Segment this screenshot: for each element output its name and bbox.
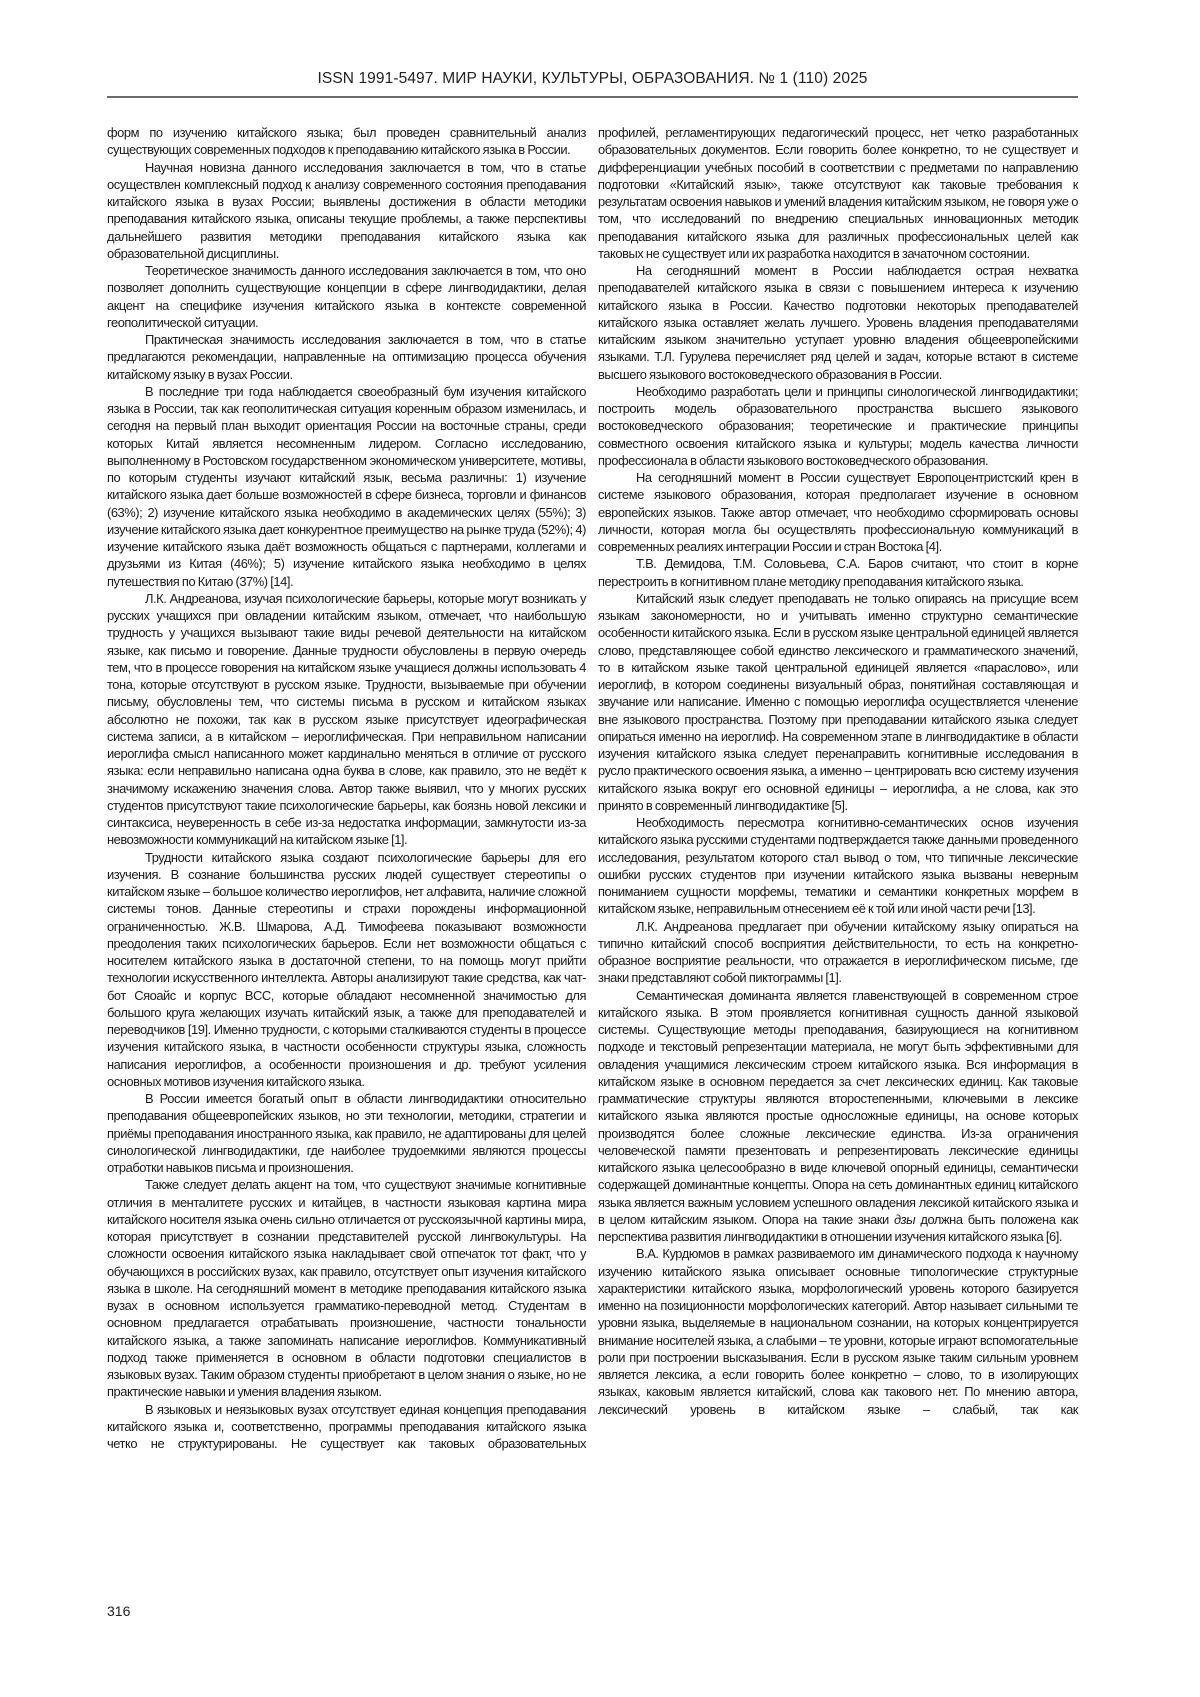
paragraph: В последние три года наблюдается своеобразный бум изучения китайского языка в России, так как геополитическая ситуация коренным образом изменилась, и сегодня на первый план выходит ориентация России на восточные страны, среди которых Китай является несомненным лидером. Согласно исследованию, выполненному в Ростовском государственном экономическом университете, мотивы, по которым студенты изучают китайский язык, весьма различны: 1) изучение китайского языка дает больше возможностей в сфере бизнеса, торговли и финансов (63%); 2) изучение китайского языка необходимо в академических целях (55%); 3) изучение китайского языка дает конкурентное преимущество на рынке труда (52%); 4) изучение китайского языка даёт возможность общаться с партнерами, коллегами и друзьями из Китая (46%); 5) изучение китайского языка необходимо в целях путешествия по Китаю (37%) [14]. (107, 383, 586, 589)
paragraph: Л.К. Андреанова, изучая психологические барьеры, которые могут возникать у русских учащихся при овладении китайским языком, отмечает, что наибольшую трудность у учащихся вызывают такие виды речевой деятельности на китайском языке, как письмо и говорение. Данные трудности обусловлены в первую очередь тем, что в процессе говорения на китайском языке учащиеся должны использовать 4 тона, которые отсутствуют в русском языке. Трудности, вызываемые при обучении письму, обусловлены тем, что системы письма в русском и китайском языках абсолютно не похожи, так как в русском языке присутствует идеографическая система записи, а в китайском – иероглифическая. При неправильном написании иероглифа смысл написанного может кардинально меняться в отличие от русского языка: если неправильно написана одна буква в слове, как правило, это не ведёт к значимому искажению значения слова. Автор также выявил, что у многих русских студентов присутствуют такие психологические барьеры, как боязнь новой лексики и синтаксиса, неуверенность в себе из-за недостатка информации, замкнутости из-за невозможности коммуникаций на китайском языке [1]. (107, 590, 586, 848)
paragraph: Необходимость пересмотра когнитивно-семантических основ изучения китайского языка русскими студентами подтверждается также данными проведенного исследования, результатом которого стал вывод о том, что типичные лексические ошибки русских студентов при изучении китайского языка вызваны неверным пониманием сущности морфемы, тематики и семантики конкретных морфем в китайском языке, неправильным отнесением её к той или иной части речи [13]. (598, 815, 1078, 917)
italic-term: дзы (893, 1211, 916, 1227)
paragraph: форм по изучению китайского языка; был проведен сравнительный анализ существующих современных подходов к преподаванию китайского языка в России. (107, 125, 586, 158)
journal-header: ISSN 1991-5497. МИР НАУКИ, КУЛЬТУРЫ, ОБРАЗОВАНИЯ. № 1 (110) 2025 (317, 70, 868, 87)
page-number: 316 (107, 1603, 131, 1619)
paragraph: В.А. Курдюмов в рамках развиваемого им динамического подхода к научному изучению китайского языка описывает основные типологические структурные характеристики китайского языка, морфологический уровень которого базируется именно на позиционности морфологических категорий. Автор называет сильными те уровни языка, выделяемые в национальном сознании, на которых концентрируется внимание носителей языка, а слабыми – те уровни, которые играют вспомогательные роли при построении высказывания. Если в русском языке таким сильным уровнем является лексика, а если говорить более конкретно – слово, то в изолирующих языках, каковым является китайский, слова как такового нет. По мнению автора, лексический уровень в китайском языке – слабый, так как (598, 1246, 1078, 1417)
paragraph-text: Семантическая доминанта является главенствующей в современном строе китайского языка. В этом проявляется когнитивная сущность данной языковой системы. Существующие методы преподавания, базирующиеся на когнитивном подходе и текстовый репрезентации материала, не могут быть эффективными для овладения учащимися лексическим строем китайского языка. Вся информация в китайском языке в основном передается за счет лексических единиц. Как таковые грамматические структуры являются второстепенными, ключевыми в лексике китайского языка являются простые односложные единицы, на основе которых производятся более сложные лексические единства. Из-за ограничения человеческой памяти презентовать и репрезентировать лексические единицы китайского языка целесообразно в виде ключевой опорный единицы, семантически содержащей доминантные концепты. Опора на сеть доминантных единиц китайского языка является важным условием успешного овладения лексикой китайского языка и в целом китайским языком. Опора на такие знаки (598, 987, 1078, 1227)
paragraph: На сегодняшний момент в России наблюдается острая нехватка преподавателей китайского языка в связи с повышением интереса к изучению китайского языка в России. Качество подготовки некоторых преподавателей китайского языка оставляет желать лучшего. Уровень владения преподавателями китайским языком значительно уступает уровню владения общеевропейскими языками. Т.Л. Гурулева перечисляет ряд целей и задач, которые встают в системе высшего языкового востоковедческого образования в России. (598, 263, 1078, 382)
paragraph: профилей, регламентирующих педагогический процесс, нет четко разработанных образовательных документов. Если говорить более конкретно, то не существует и дифференциации учебных пособий в соответствии с предметами по направлению подготовки «Китайский язык», также отсутствуют как таковые требования к результатам освоения навыков и умений владения китайским языком, не говоря уже о том, что исследований по внедрению специальных инновационных методик преподавания китайского языка для различных профессиональных целей как таковых не существует или их разработка находится в зачаточном состоянии. (598, 125, 1078, 261)
right-column (598, 124, 1078, 1418)
paragraph: Также следует делать акцент на том, что существуют значимые когнитивные отличия в менталитете русских и китайцев, в частности языковая картина мира китайского носителя языка очень сильно отличается от русскоязычной картины мира, которая присутствует в сознании представителей русской лингвокультуры. На сложности освоения китайского языка накладывает свой отпечаток тот факт, что у обучающихся в российских вузах, как правило, отсутствует опыт изучения китайского языка в школе. На сегодняшний момент в методике преподавания китайского языка вузах в основном используется грамматико-переводной метод. Студентам в основном предлагается отрабатывать произношение, частности тональности китайского языка, а также запоминать написание иероглифов. Коммуникативный подход также применяется в основном в области подготовки специалистов в языковых вузах. Таким образом студенты приобретают в целом знания о языке, но не практические навыки и умения владения языком. (107, 1177, 586, 1400)
left-column (107, 124, 586, 1452)
paragraph-text: должна быть положена как перспектива развития лингводидактики в отношении изучения китайского языка [6]. (598, 1211, 1078, 1244)
paragraph-semantic-dominant (598, 987, 1078, 1246)
header-divider (107, 96, 1078, 98)
paragraph: Китайский язык следует преподавать не только опираясь на присущие всем языкам закономерности, но и учитывать именно структурно семантические особенности китайского языка. Если в русском языке центральной единицей является слово, представляющее собой единство лексического и грамматического значений, то в китайском языке такой центральной единицей является «параслово», или иероглиф, в котором соединены визуальный образ, понятийная составляющая и звучание или написание. Именно с помощью иероглифа осуществляется членение вне языкового пространства. Поэтому при преподавании китайского языка следует опираться именно на иероглиф. На современном этапе в лингводидактике в области изучения китайского языка следует перенаправить когнитивные исследования в русло практического освоения языка, а именно – центрировать всю систему изучения китайского языка вокруг его основной единицы – иероглифа, а не слова, как это принято в современный лингводидактике [5]. (598, 590, 1078, 813)
paragraph: Практическая значимость исследования заключается в том, что в статье предлагаются рекомендации, направленные на оптимизацию процесса обучения китайскому языку в вузах России. (107, 332, 586, 382)
paragraph: В языковых и неязыковых вузах отсутствует единая концепция преподавания китайского языка и, соответственно, программы преподавания китайского языка четко не структурированы. Не существует как таковых образовательных (107, 1401, 586, 1451)
paragraph: В России имеется богатый опыт в области лингводидактики относительно преподавания общеевропейских языков, но эти технологии, методики, стратегии и приёмы преподавания иностранного языка, как правило, не адаптированы для целей синологической лингводидактики, где наиболее трудоемкими являются процессы отработки навыков письма и произношения. (107, 1091, 586, 1175)
paragraph: Необходимо разработать цели и принципы синологической лингводидактики; построить модель образовательного пространства высшего языкового востоковедческого образования; теоретические и практические принципы совместного освоения китайского языка и культуры; модель качества личности профессионала в области языкового востоковедческого образования. (598, 383, 1078, 468)
paragraph: Научная новизна данного исследования заключается в том, что в статье осуществлен комплексный подход к анализу современного состояния преподавания китайского языка в вузах России; выявлены достижения в области методики преподавания китайского языка, описаны текущие проблемы, а также перспективы дальнейшего развития методики преподавания китайского языка как образовательной дисциплины. (107, 159, 586, 261)
paragraph: Т.В. Демидова, Т.М. Соловьева, С.А. Баров считают, что стоит в корне перестроить в когнитивном плане методику преподавания китайского языка. (598, 556, 1078, 589)
paragraph: Теоретическое значимость данного исследования заключается в том, что оно позволяет дополнить существующие концепции в сфере лингводидактики, делая акцент на специфике изучения китайского языка в контексте современной геополитической ситуации. (107, 263, 586, 330)
paragraph: Л.К. Андреанова предлагает при обучении китайскому языку опираться на типично китайский способ восприятия действительности, то есть на конкретно-образное восприятие реальности, что отражается в иероглифическом письме, где знаки представляют собой пиктограммы [1]. (598, 918, 1078, 986)
paragraph: На сегодняшний момент в России существует Европоцентристский крен в системе языкового образования, которая предполагает изучение в основном европейских языков. Также автор отмечает, что необходимо сформировать основы личности, которая могла бы осуществлять профессиональную коммуникаций в современных реалиях интеграции России и стран Востока [4]. (598, 470, 1078, 554)
paragraph: Трудности китайского языка создают психологические барьеры для его изучения. В сознание большинства русских людей существует стереотипы о китайском языке – большое количество иероглифов, нет алфавита, наличие сложной системы тонов. Данные стереотипы и страхи порождены информационной ограниченностью. Ж.В. Шмарова, А.Д. Тимофеева показывают возможности преодоления таких психологических барьеров. Если нет возможности общаться с носителем китайского языка в достаточной степени, то на помощь могут прийти технологии искусственного интеллекта. Авторы анализируют такие средства, как чат-бот Сяоайс и корпус BCC, которые обладают несомненной значимостью для большого круга желающих изучать китайский язык, а также для преподавателей и переводчиков [19]. Именно трудности, с которыми сталкиваются студенты в процессе изучения китайского языка, в частности особенности структуры языка, сложность написания иероглифов, а особенности произношения и др. требуют усиления основных мотивов изучения китайского языка. (107, 849, 586, 1089)
